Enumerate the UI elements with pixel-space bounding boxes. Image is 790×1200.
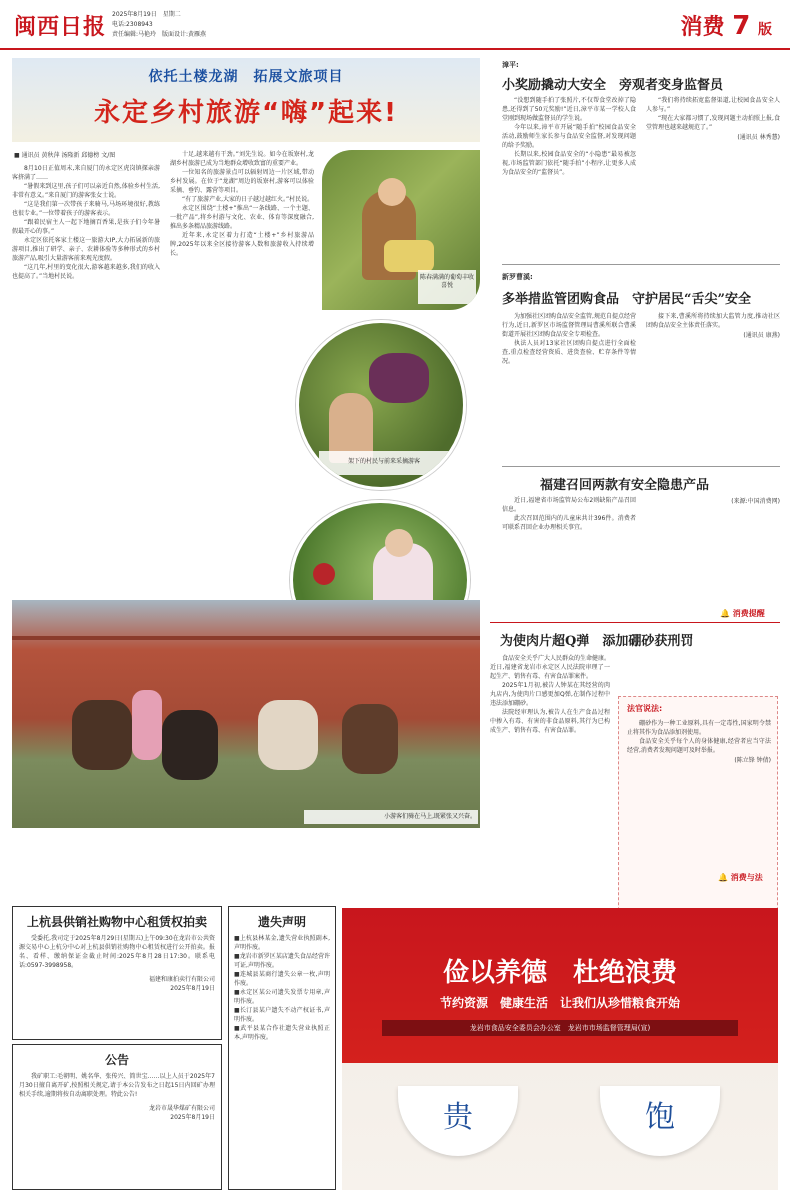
article-2-col-2 [646,312,780,339]
feature-headline: 永定乡村旅游“嗨”起来! [93,98,399,128]
legal-tag: 法官说法: [627,704,663,713]
paragraph: “有了旅游产业,大家的日子越过越红火。”村民说。 [182,196,314,203]
source-note: (来源:中国消费网) [731,498,780,505]
paragraph: 近年来,永定区着力打造“土楼+”乡村旅游品牌,2025年以来全区接待游客人数和旅游收入持续增长。 [170,232,314,257]
ad-subtitle: 节约资源 健康生活 让我们从珍惜粮食开始 [439,996,680,1010]
section-suffix: 版 [758,22,772,38]
bowl-icon: 贵 [398,1086,518,1156]
article-kicker: 新罗曹溪: [502,273,533,281]
feature-column-1 [12,164,160,281]
article-4-col [490,654,610,735]
paragraph: 近日,福建省市场监管局公布2则缺陷产品召回信息。 [502,497,636,513]
paragraph: 今年以来,漳平市开展“随手拍”校园食品安全活动,鼓励师生家长参与食品安全监督,对发现问题的给予奖励。 [502,124,636,149]
feature-byline: ■ 通讯员 黄秋萍 汤隆新 邱德榜 文/图 [14,152,116,159]
paragraph: 为加强社区团购食品安全监管,规范自提点经营行为,近日,新罗区市场监督管理局曹溪所联合曹溪街道开展社区团购食品安全专项检查。 [502,313,636,338]
divider [490,622,780,623]
source-note: (通讯员 康燕) [743,332,780,339]
paragraph: 执法人员对13家社区团购自提点进行全面检查,重点检查经营资质、进货查验、贮存条件等情况。 [502,340,636,365]
lost-statements [228,906,336,1190]
article-title: 小奖励撬动大安全 旁观者变身监督员 [502,78,724,93]
section-number: 7 [732,11,751,41]
feature-header [12,58,480,142]
feature-column-2 [170,150,314,258]
paragraph: 食品安全关乎每个人的身体健康,经营者应当守法经营,消费者发现问题可及时举报。 [627,738,771,754]
notice-body: 受委托,我司定于2025年8月29日(星期五)上午09:30在龙岩市公共资源交易中心上杭分中心对上杭县供销社购物中心租赁权进行公开拍卖。报名、看样、缴纳保证金截止时间:2025年8月28日17:30。联系电话:0597-3998958。 [19,935,215,969]
section-label [681,10,772,41]
notice-signature: 福建和康拍卖行有限公司 2025年8月19日 [148,976,215,992]
notice-body: 我矿职工:毛朝明、姚名华、张传兴、简世宝……以上人员于2025年7月30日擅自离开矿,按照相关规定,请于本公告发布之日起15日内回矿办理相关手续,逾期将按自动离职处理。特此公告! [19,1073,215,1098]
article-title: 多举措监管团购食品 守护居民“舌尖”安全 [502,292,751,307]
notice-signature: 龙岩市晟华煤矿有限公司 2025年8月19日 [148,1105,215,1121]
notice-title: 公告 [104,1053,129,1067]
article-2-col-1 [502,312,636,366]
feature-kicker: 依托土楼龙湖 拓展文旅项目 [148,69,344,85]
paragraph: “跟着民宿主人一起下地摘百香果,是孩子们今年暑假最开心的事。” [12,219,160,235]
newspaper-logo: 闽西日报 [14,14,107,40]
source-note: (通讯员 林秀慧) [737,134,780,141]
list-item: ■龙岩市新罗区某店遗失食品经营许可证,声明作废。 [234,953,330,969]
paragraph: 十足,越来越有干劲。”刘先生说。如今在坂寮村,龙湖乡村旅游已成为当地群众增收致富的重要产业。 [170,151,314,167]
issue-phone: 电话:2308943 [112,21,153,28]
paragraph: 法院经审理认为,被告人在生产食品过程中掺入有毒、有害的非食品原料,其行为已构成生产、销售有毒、有害食品罪。 [490,709,610,734]
article-title: 福建召回两款有安全隐患产品 [540,478,710,493]
notice-title: 上杭县供销社购物中心租赁权拍卖 [26,915,207,929]
article-1-col-2 [646,96,780,141]
issue-meta [112,10,312,40]
issue-editor: 责任编辑:马艳玲 版面设计:黄雁燕 [112,31,207,38]
paragraph: 食品安全关乎广大人民群众的生命健康。近日,福建省龙岩市永定区人民法院审理了一起生产、销售有毒、有害食品罪案件。 [490,655,611,680]
paragraph: 此次召回范围内的儿童床共计396件。消费者可联系召回企业办理相关事宜。 [502,515,636,531]
bowl-icon: 饱 [600,1086,720,1156]
article-1-col-1 [502,96,636,177]
paragraph: “没想到随手拍了张照片,不仅帮食堂改掉了隐患,还得到了50元奖励!”近日,漳平市某一学校人食堂刚到现场做监督员的学生说。 [502,97,636,122]
photo-horse-riding [12,600,480,828]
list-item: ■长汀县某户遗失不动产权证书,声明作废。 [234,1007,330,1023]
bell-icon: 🔔 [720,609,730,618]
paragraph: “这几年,村里的变化很大,游客越来越多,我们的收入也提高了。”当地村民说。 [12,264,160,280]
public-notice [12,1044,222,1190]
paragraph: 8月10日正值周末,来自厦门的永定区虎岗镇探亲游客挤满了…… [12,165,160,181]
list-item: ■永定区某公司遗失发票专用章,声明作废。 [234,989,330,1005]
paragraph: 永定区依托客家土楼这一旅游大IP,大力拓展新的旅游项目,推出了研学、亲子、农耕体验等多种形式的乡村旅游产品,吸引大量游客前来观光度假。 [12,237,160,262]
section-name: 消费 [680,15,725,40]
consumer-alert-tag [720,608,765,619]
auction-notice [12,906,222,1040]
list-item: ■武平县某合作社遗失营业执照正本,声明作废。 [234,1025,330,1041]
paragraph: “现在大家都习惯了,发现问题主动拍照上报,食堂管理也越来越规范了。” [646,115,780,131]
article-kicker: 漳平: [502,61,519,69]
ad-organization: 龙岩市食品安全委员会办公室 龙岩市市场监督管理局(宣) [382,1020,738,1036]
notice-title: 遗失声明 [257,915,306,929]
paragraph: “暑假来到这里,孩子们可以亲近自然,体验乡村生活,非常有意义。”来自厦门的游客张女士说。 [12,183,160,199]
article-3-col-1 [502,496,636,532]
photo-grape-harvest [322,150,480,310]
photo-caption: 架下的村民与前来采摘游客 [347,458,420,465]
paragraph: 2025年1月初,被告人钟某在其经营的肉丸店内,为使肉片口感更加Q弹,在制作过程中违法添加硼砂。 [490,682,610,707]
article-3-col-2 [646,496,780,505]
paragraph: 长期以来,校园食品安全的“小隐患”最易被忽视,市场监管部门依托“随手拍”小程序,让更多人成为食品安全的“监督员”。 [502,151,636,176]
divider [502,264,780,265]
paragraph: 永定区围绕“土楼+”推出“一条线路、一个主题、一批产品”,将乡村游与文化、农业、体育等深度融合,推出多条精品旅游线路。 [170,205,314,230]
photo-caption: 小游客们骑在马上,既紧张又兴奋。 [384,813,476,820]
tag-label: 消费与法 [730,873,763,882]
paragraph: 硼砂作为一种工业原料,具有一定毒性,国家明令禁止将其作为食品添加剂使用。 [627,720,771,736]
paragraph: “我们将持续拓宽监督渠道,让校园食品安全人人参与。” [646,97,780,113]
public-service-ad [342,908,778,1190]
list-item: ■连城县某商行遗失公章一枚,声明作废。 [234,971,330,987]
ad-title: 俭以养德 杜绝浪费 [442,958,677,988]
tag-label: 消费提醒 [732,609,765,618]
photo-caption: 陈春满满的葡萄丰收喜悦 [420,274,475,289]
paragraph: 一位知名的旅游景点可以辐射周边一片区域,带动乡村发展。在位于“龙湖”周边的坂寮村,游客可以体验采摘、垂钓、露营等项目。 [170,169,314,194]
issue-date: 2025年8月19日 星期二 [112,11,181,18]
paragraph: “这是我们第一次带孩子来骑马,马场环境很好,教练也很专业。”一位带着孩子的游客表示。 [12,201,160,217]
source-note: (陈立锋 钟倩) [734,757,771,764]
consumer-law-tag [718,872,763,883]
divider [502,466,780,467]
masthead [0,0,790,50]
list-item: ■上杭县林某金,遗失营业执照副本,声明作废。 [234,935,330,951]
bell-icon: 🔔 [718,873,728,882]
paragraph: 接下来,曹溪所将持续加大监管力度,推动社区团购食品安全主体责任落实。 [646,313,780,329]
article-title: 为使肉片超Q弹 添加硼砂获刑罚 [500,634,694,649]
photo-orchard-picking [296,320,466,490]
